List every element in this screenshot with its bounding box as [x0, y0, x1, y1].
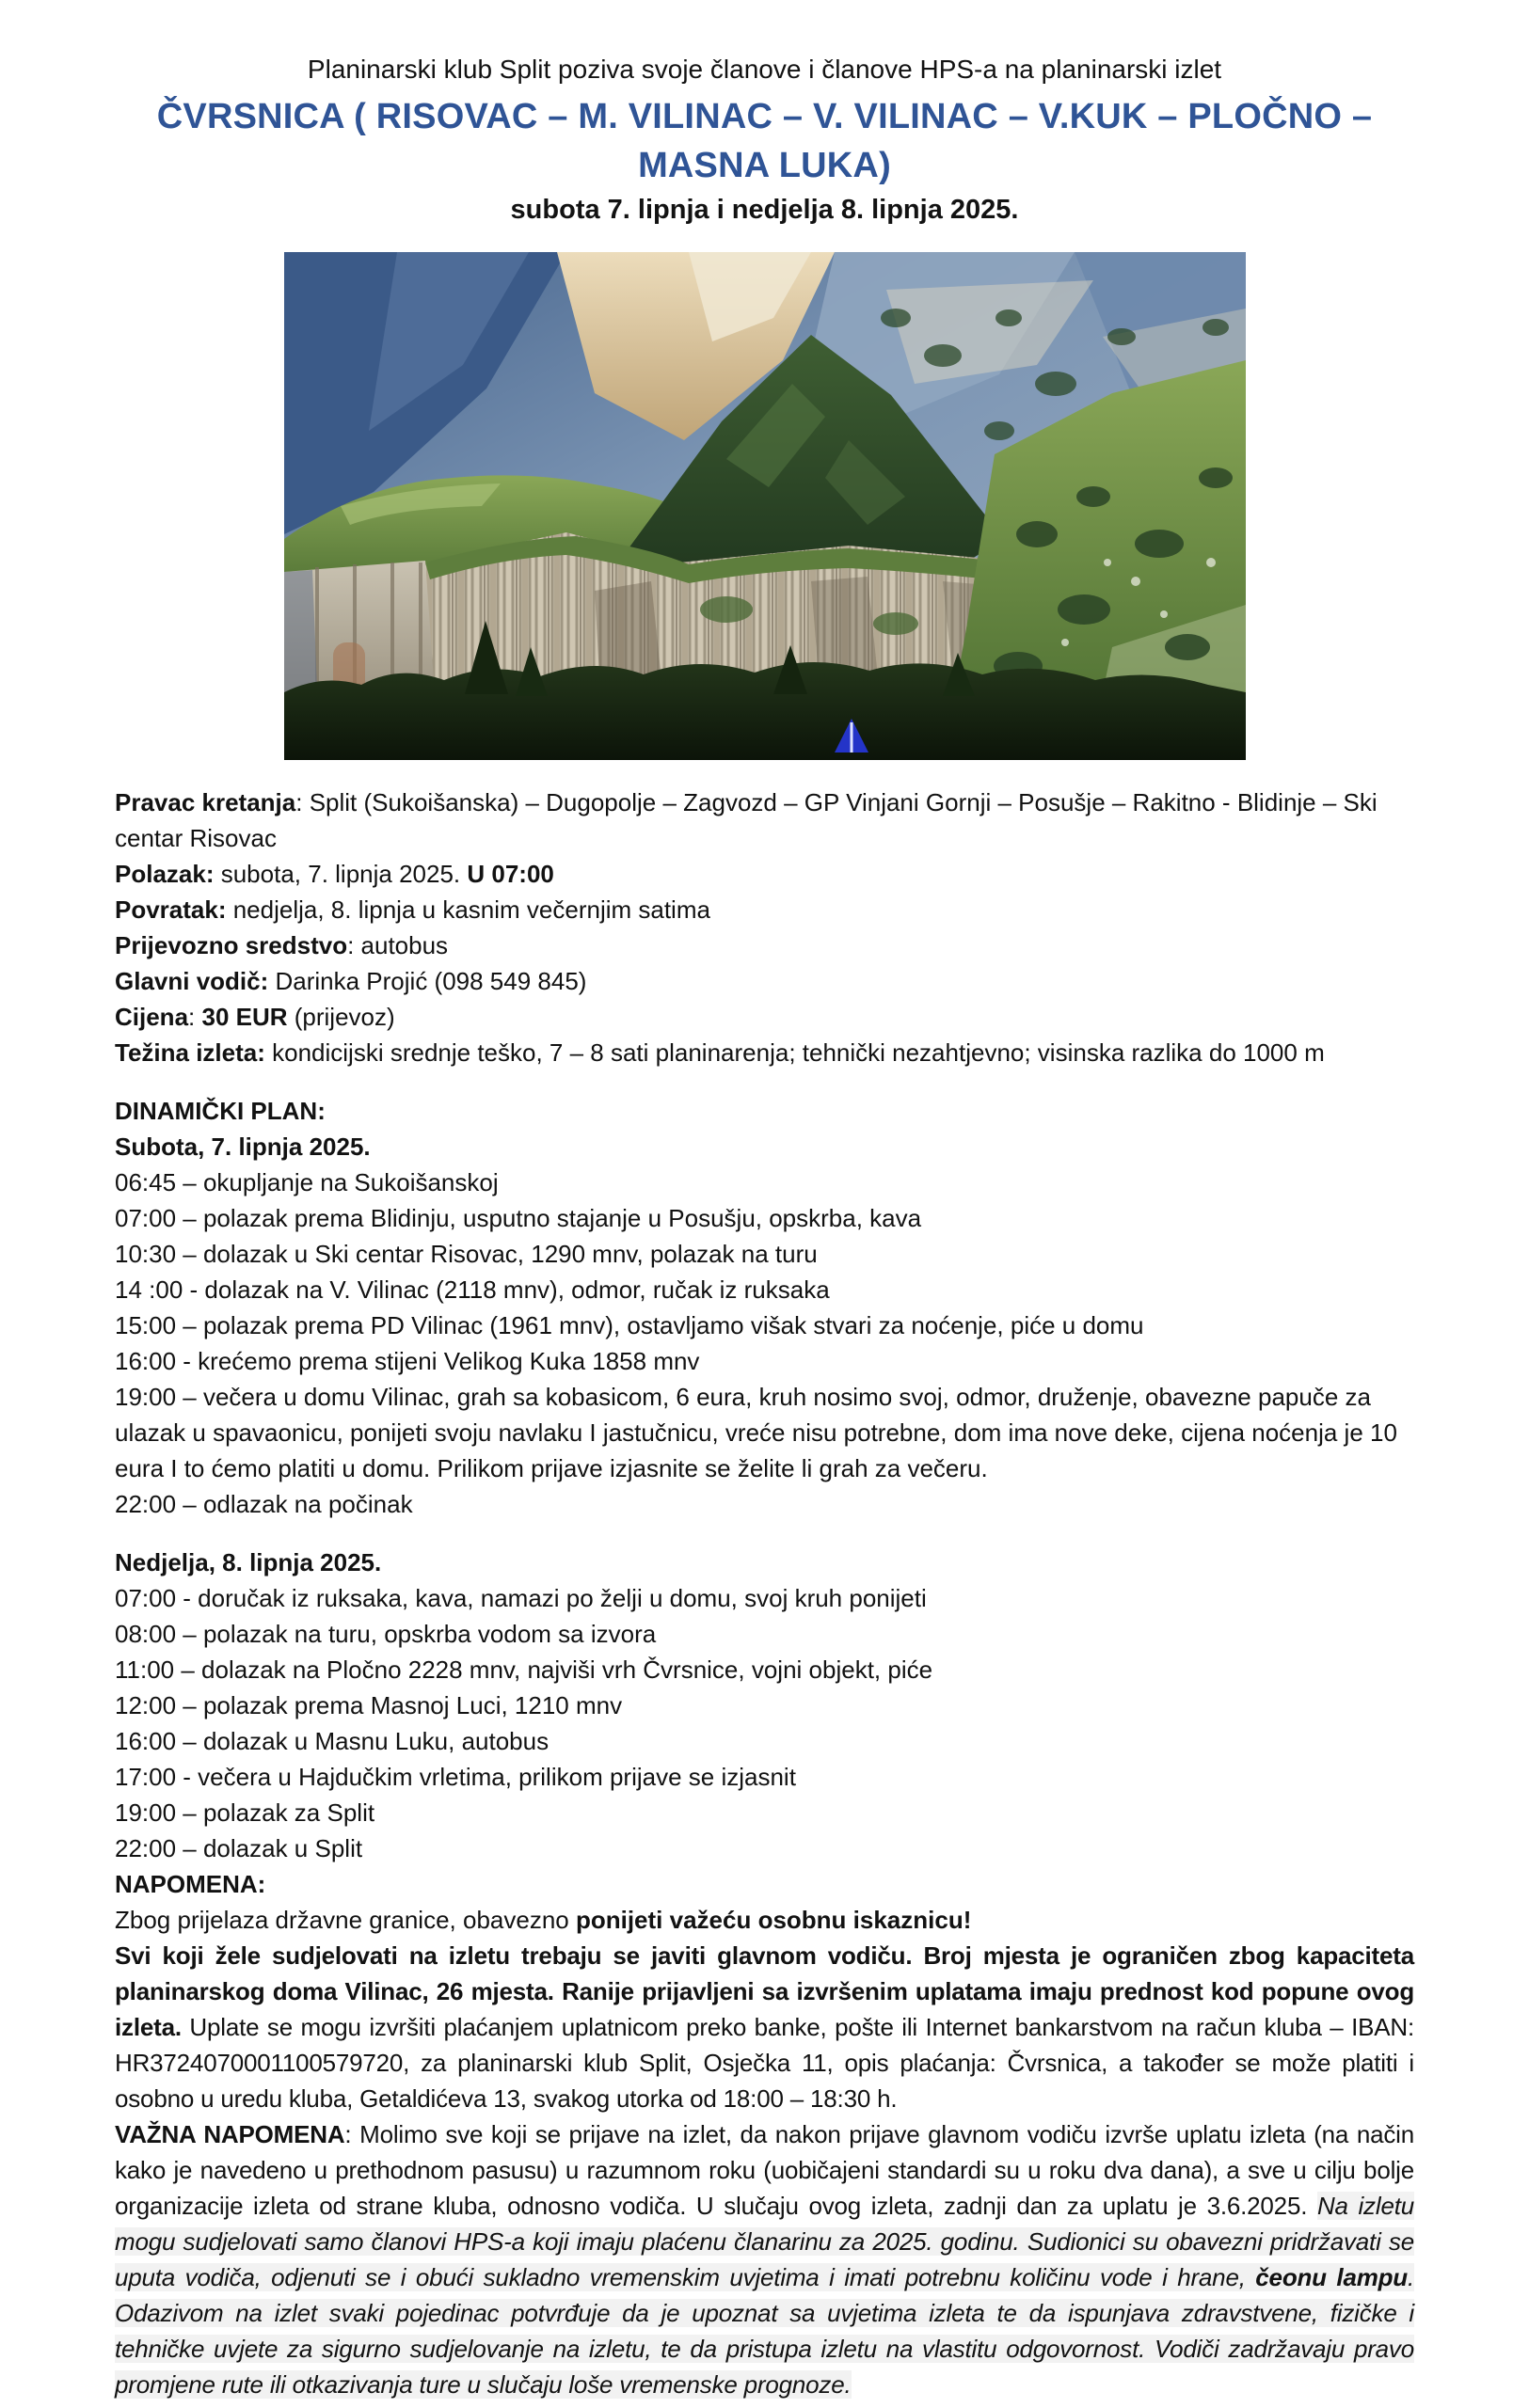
text-segment: : Split (Sukoišanska) – Dugopolje – Zagvozd – GP Vinjani Gornji – Posušje – Rakitno - Blidinje – Ski centar Risovac — [115, 788, 1378, 852]
id-requirement-line — [115, 1902, 1414, 1938]
text-segment: Povratak: — [115, 895, 227, 924]
text-segment: Cijena — [115, 1003, 189, 1031]
info-line — [115, 927, 1414, 963]
schedule-item: 07:00 – polazak prema Blidinju, usputno stajanje u Posušju, opskrba, kava — [115, 1204, 922, 1232]
sunday-heading: Nedjelja, 8. lipnja 2025. — [115, 1548, 382, 1576]
schedule-item: 07:00 - doručak iz ruksaka, kava, namazi po želji u domu, svoj kruh ponijeti — [115, 1584, 927, 1612]
notes-heading: NAPOMENA: — [115, 1870, 266, 1898]
schedule-item: 17:00 - večera u Hajdučkim vrletima, prilikom prijave se izjasnit — [115, 1763, 796, 1791]
page-title: ČVRSNICA ( RISOVAC – M. VILINAC – V. VILINAC – V.KUK – PLOČNO – MASNA LUKA) — [156, 97, 1373, 185]
text-segment: Zbog prijelaza državne granice, obavezno — [115, 1906, 576, 1934]
text-segment: Glavni vodič: — [115, 967, 269, 995]
text-segment: Težina izleta: — [115, 1038, 265, 1067]
schedule-item: 14 :00 - dolazak na V. Vilinac (2118 mnv), odmor, ručak iz ruksaka — [115, 1275, 830, 1304]
doc-header — [115, 51, 1414, 230]
schedule-item: 15:00 – polazak prema PD Vilinac (1961 mnv), ostavljamo višak stvari za noćenje, piće u domu — [115, 1311, 1144, 1339]
saturday-schedule — [115, 1164, 1414, 1522]
schedule-item: 22:00 – dolazak u Split — [115, 1834, 363, 1862]
text-segment: . Odazivom na izlet svaki pojedinac potvrđuje da je upoznat sa uvjetima izleta te da ispunjava zdravstvene, fizičke i tehničke uvjete za sigurno sudjelovanje na izletu, te da pristupa izletu na vlastitu odgovornost. Vodiči zadržavaju pravo promjene rute ili otkazivanja ture u slučaju loše vremenske prognoze. — [115, 2263, 1415, 2399]
text-segment: nedjelja, 8. lipnja u kasnim večernjim satima — [226, 895, 710, 924]
info-line — [115, 1035, 1414, 1070]
text-segment: kondicijski srednje teško, 7 – 8 sati planinarenja; tehnički nezahtjevno; visinska razlika do 1000 m — [264, 1038, 1325, 1067]
schedule-item: 08:00 – polazak na turu, opskrba vodom sa izvora — [115, 1620, 657, 1648]
text-segment: U 07:00 — [467, 860, 554, 888]
plan-heading: DINAMIČKI PLAN: — [115, 1097, 326, 1125]
club-invitation-line: Planinarski klub Split poziva svoje članove i članove HPS-a na planinarski izlet — [307, 55, 1222, 84]
schedule-item: 19:00 – polazak za Split — [115, 1798, 375, 1827]
schedule-item: 16:00 - krećemo prema stijeni Velikog Kuka 1858 mnv — [115, 1347, 700, 1375]
mountain-photo — [284, 252, 1246, 760]
saturday-heading: Subota, 7. lipnja 2025. — [115, 1133, 371, 1161]
text-segment: Pravac kretanja — [115, 788, 296, 816]
text-segment: : Molimo sve koji se prijave na izlet, da nakon prijave glavnom vodiču izvrše uplatu izleta (na način kako je navedeno u prethodnom pasusu) u razumnom roku (uobičajeni standardi su u roku dva dana), a sve u cilju bolje organizacije izleta od strane kluba, odnosno vodiča. U slučaju ovog izleta, zadnji dan za uplatu je 3.6.2025. — [115, 2120, 1414, 2220]
trip-dates-line: subota 7. lipnja i nedjelja 8. lipnja 2025. — [510, 195, 1019, 225]
mountain-photo-graphic — [284, 252, 1246, 760]
trip-info-section — [115, 784, 1414, 1070]
text-segment: Svi koji žele sudjelovati na izletu trebaju se javiti glavnom vodiču. Broj mjesta je ograničen zbog kapaciteta planinarskog doma Vilinac, 26 mjesta. Ranije prijavljeni sa izvršenim uplatama imaju prednost kod popune ovog izleta. — [115, 1941, 1414, 2041]
dynamic-plan-section — [115, 1093, 1414, 1866]
schedule-item: 16:00 – dolazak u Masnu Luku, autobus — [115, 1727, 549, 1755]
info-line — [115, 784, 1414, 856]
info-line — [115, 963, 1414, 999]
info-line — [115, 892, 1414, 927]
text-segment: subota, 7. lipnja 2025. — [214, 860, 468, 888]
text-segment: 30 EUR — [201, 1003, 288, 1031]
text-segment: VAŽNA NAPOMENA — [115, 2120, 345, 2148]
text-segment: Polazak: — [115, 860, 215, 888]
text-segment: Darinka Projić (098 549 845) — [268, 967, 587, 995]
schedule-item: 19:00 – večera u domu Vilinac, grah sa kobasicom, 6 eura, kruh nosimo svoj, odmor, druženje, obavezne papuče za ulazak u spavaonicu, ponijeti svoju navlaku I jastučnicu, vreće nisu potrebne, dom ima nove deke, cijena noćenja je 10 eura I to ćemo platiti u domu. Prilikom prijave izjasnite se želite li grah za večeru. — [115, 1383, 1397, 1482]
text-segment: (prijevoz) — [287, 1003, 395, 1031]
text-segment: ponijeti važeću osobnu iskaznicu! — [575, 1906, 972, 1934]
schedule-item: 10:30 – dolazak u Ski centar Risovac, 1290 mnv, polazak na turu — [115, 1240, 818, 1268]
schedule-item: 22:00 – odlazak na počinak — [115, 1490, 413, 1518]
schedule-item: 12:00 – polazak prema Masnoj Luci, 1210 mnv — [115, 1691, 623, 1719]
text-segment: Na izletu mogu sudjelovati samo članovi HPS-a koji imaju plaćenu članarinu za 2025. godinu. Sudionici su obavezni pridržavati se uputa vodiča, odjenuti se i obući sukladno vremenskim uvjetima i imati potrebnu količinu vode i hrane, — [115, 2192, 1414, 2291]
schedule-item: 06:45 – okupljanje na Sukoišanskoj — [115, 1168, 499, 1196]
sunday-schedule — [115, 1580, 1414, 1866]
schedule-item: 11:00 – dolazak na Pločno 2228 mnv, najviši vrh Čvrsnice, vojni objekt, piće — [115, 1656, 933, 1684]
notes-section — [115, 1866, 1414, 2402]
info-line — [115, 856, 1414, 892]
info-line — [115, 999, 1414, 1035]
text-segment: : autobus — [347, 931, 449, 959]
text-segment: čeonu lampu — [1255, 2263, 1408, 2291]
text-segment: : — [188, 1003, 202, 1031]
payment-paragraph — [115, 1938, 1414, 2116]
text-segment: Prijevozno sredstvo — [115, 931, 348, 959]
important-note-paragraph — [115, 2116, 1414, 2402]
info-lines — [115, 784, 1414, 1070]
text-segment: Uplate se mogu izvršiti plaćanjem uplatnicom preko banke, pošte ili Internet bankarstvom na račun kluba – IBAN: HR3724070001100579720, za planinarski klub Split, Osječka 11, opis plaćanja: Čvrsnica, a također se može platiti i osobno u uredu kluba, Getaldićeva 13, svakog utorka od 18:00 – 18:30 h. — [115, 2013, 1414, 2113]
